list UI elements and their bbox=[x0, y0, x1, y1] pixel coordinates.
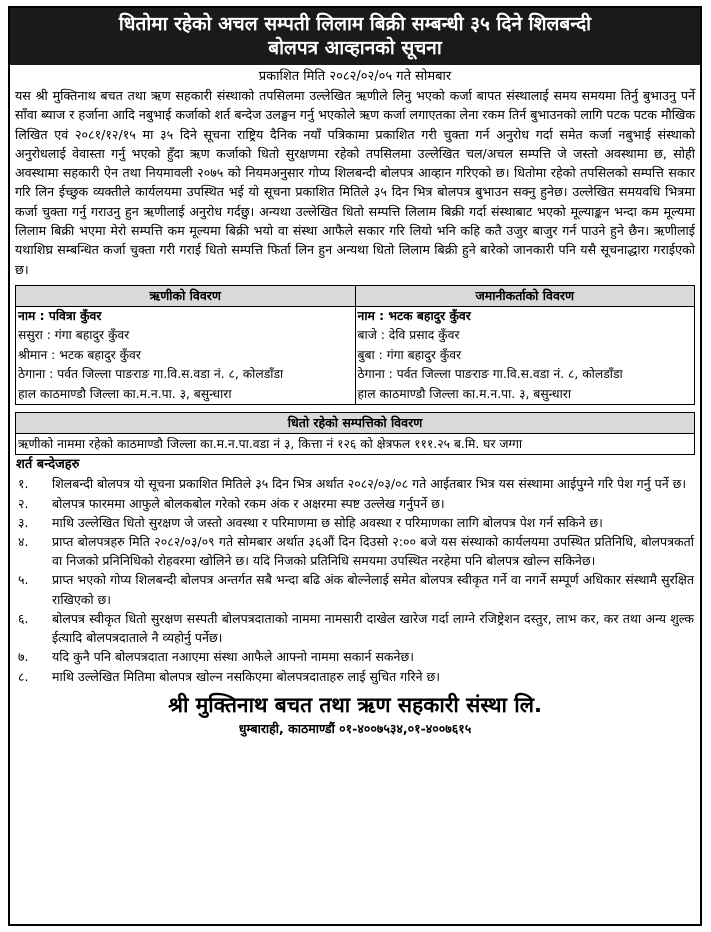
term-text: बोलपत्र स्वीकृत धितो सुरक्षण सस्पती बोलपत्रदाताको नाममा नामसारी दाखेल खारेज गर्दा लाग्ने रजिष्ट्रेशन दस्तुर, लाभ कर, कर तथा अन्य शुल्क ईत्यादि बोलपत्रदाताले नै व्यहोर्नु पर्नेछ। bbox=[52, 610, 694, 646]
term-item bbox=[10, 532, 700, 570]
term-text: प्राप्त बोलपत्रहरु मिति २०८२/०३/०९ गते सोमबार अर्थात ३६औं दिन दिउसो २:०० बजे यस संस्थाको कार्यलयमा उपस्थित प्रतिनिधि, बोलपत्रकर्ता वा निजको प्रनिनिधिको रोहवरमा खोलिने छ। यदि निजको प्रतिनिधि समयमा उपस्थित नरहेमा पनि बोलपत्र खोल्न सकिनेछ। bbox=[52, 534, 694, 569]
term-text: प्राप्त भएको गोप्य शिलबन्दी बोलपत्र अन्तर्गत सबै भन्दा बढि अंक बोल्नेलाई समेत बोलपत्र स्वीकृत गर्ने वा नगर्ने सम्पूर्ण अधिकार संस्थामै सुरक्षित राखिएको छ। bbox=[52, 572, 694, 607]
borrower-line: श्रीमान : भटक बहादुर कुँवर bbox=[18, 347, 141, 362]
body-paragraph: यस श्री मुक्तिनाथ बचत तथा ऋण सहकारी संस्थाको तपसिलमा उल्लेखित ऋणीले लिनु भएको कर्जा बापत संस्थालाई समय समयमा तिर्नु बुभाउनु पर्ने साँवा ब्याज र हर्जाना आदि नबुभाई कर्जाको शर्त बन्देज उलङ्घन गर्नु भएकोले ऋण कर्जा लगाएतका लेना रकम तिर्न बुभाउनको लागि पटक पटक मौखिक लिखित एवं २०८१/१२/१५ मा ३५ दिने सूचना राष्ट्रिय दैनिक नयाँ पत्रिकामा प्रकाशित गरी चुक्ता गर्न अनुरोध गर्दा समेत कर्जा नबुभाई संस्थाको अनुरोधलाई वेवास्ता गर्नु भएको हुँदा ऋण कर्जाको धितो सुरक्षणमा रहेको तपसिलमा उल्लेखित चल/अचल सम्पत्ति जे जस्तो अवस्थामा छ, सोही अवस्थामा सहकारी ऐन तथा नियमावली २०७५ को नियमअनुसार गोप्य शिलबन्दी बोलपत्र आव्हान गरिएको छ। धितोमा रहेको तपसिलको सम्पत्ति सकार गरि लिन ईच्छुक व्यक्तीले कार्यलयमा उपस्थित भई यो सूचना प्रकाशित मितिले ३५ दिन भित्र बोलपत्र बुभाउन सक्नु हुनेछ। उल्लेखित समयवधि भित्रमा कर्जा चुक्ता गर्नु गराउनु हुन ऋणीलाई अनुरोध गर्दछु। अन्यथा उल्लेखित धितो सम्पत्ति लिलाम बिक्री गर्दा संस्थाबाट भएको मूल्याङ्कन भन्दा कम मूल्यमा लिलाम बिक्री भएमा मेरो सम्पत्ति कम मूल्यमा बिक्री भयो वा संस्था आफैले सकार गरि लियो भनि कहि कतै उजुर बाजुर गर्न पाउने हुने छैन। ऋणीलाई यथाशिघ्र सम्बन्धित कर्जा चुक्ता गरी गराई धितो सम्पत्ति फिर्ता लिन हुन अन्यथा धितो लिलाम बिक्री हुने बारेको जानकारी पनि यसै सूचनाद्धारा गराईएको छ। bbox=[15, 88, 695, 277]
guarantor-name: नाम : भटक बहादुर कुँवर bbox=[357, 308, 471, 323]
terms-list bbox=[10, 474, 700, 685]
guarantor-line: ठेगाना : पर्वत जिल्ला पाङराङ गा.वि.स.वडा नं. ८, कोलडाँडा bbox=[357, 367, 623, 382]
borrower-name: नाम : पवित्रा कुँवर bbox=[18, 308, 102, 323]
borrower-line: ससुरा : गंगा बहादुर कुँवर bbox=[18, 328, 130, 343]
terms-title: शर्त बन्देजहरु bbox=[16, 457, 80, 473]
borrower-line: हाल काठमाण्डौ जिल्ला का.म.न.पा. ३, बसुन्धारा bbox=[18, 386, 232, 401]
term-item bbox=[10, 647, 700, 666]
borrower-heading: ऋणीको विवरण bbox=[16, 286, 355, 307]
term-item bbox=[10, 570, 700, 608]
guarantor-line: हाल काठमाण्डौ जिल्ला का.म.न.पा. ३, बसुन्धारा bbox=[357, 386, 572, 401]
term-item bbox=[10, 609, 700, 647]
term-text: माथि उल्लेखित धितो सुरक्षण जे जस्तो अवस्था र परिमाणमा छ सोहि अवस्था र परिमाणका लागि बोलपत्र पेश गर्न सकिने छ। bbox=[52, 514, 603, 530]
title-line-1: धितोमा रहेको अचल सम्पती लिलाम बिक्री सम्बन्धी ३५ दिने शिलबन्दी bbox=[118, 13, 592, 35]
borrower-line: ठेगाना : पर्वत जिल्ला पाङराङ गा.वि.स.वडा नं. ८, कोलडाँडा bbox=[18, 367, 284, 382]
term-number: ६. bbox=[18, 610, 29, 626]
term-number: ५. bbox=[18, 572, 29, 588]
property-text: ऋणीको नाममा रहेको काठमाण्डौ जिल्ला का.म.न.पा.वडा नं ३, कित्ता नं १२६ को क्षेत्रफल १११.२५ ब.मि. घर जग्गा bbox=[18, 437, 523, 452]
guarantor-line: बुबा : गंगा बहादुर कुँवर bbox=[357, 347, 462, 362]
term-item bbox=[10, 474, 700, 493]
term-number: ८. bbox=[18, 668, 29, 684]
property-box bbox=[15, 412, 695, 455]
term-number: १. bbox=[18, 476, 29, 492]
term-item bbox=[10, 667, 700, 686]
term-number: २. bbox=[18, 495, 29, 511]
footer-address: धुम्बाराही, काठमाण्डौं ०१-४००७५३४,०१-४००७६१५ bbox=[238, 720, 472, 736]
guarantor-line: बाजे : देवि प्रसाद कुँवर bbox=[357, 328, 460, 343]
term-number: ७. bbox=[18, 649, 29, 665]
term-text: माथि उल्लेखित मितिमा बोलपत्र खोल्न नसकिएमा बोलपत्रदाताहरु लाई सुचित गरिने छ। bbox=[52, 668, 440, 684]
title-banner bbox=[10, 8, 700, 65]
guarantor-heading: जमानीकर्ताको विवरण bbox=[356, 286, 695, 307]
guarantor-column bbox=[355, 286, 695, 405]
property-heading: धितो रहेको सम्पत्तिको विवरण bbox=[16, 413, 694, 434]
term-number: ३. bbox=[18, 514, 29, 530]
term-text: यदि कुनै पनि बोलपत्रदाता नआएमा संस्था आफैले आफ्नो नाममा सकार्न सकनेछ। bbox=[52, 649, 414, 665]
details-table bbox=[15, 285, 695, 406]
footer-organization: श्री मुक्तिनाथ बचत तथा ऋण सहकारी संस्था लि. bbox=[168, 692, 542, 717]
term-text: शिलबन्दी बोलपत्र यो सूचना प्रकाशित मितिले ३५ दिन भित्र अर्थात २०८२/०३/०८ गते आईतबार भित्र यस संस्थामा आईपुग्ने गरि पेश गर्नु पर्ने छ। bbox=[52, 476, 687, 492]
term-item bbox=[10, 494, 700, 513]
borrower-column bbox=[16, 286, 355, 405]
term-item bbox=[10, 513, 700, 532]
term-text: बोलपत्र फारममा आफुले बोलकबोल गरेको रकम अंक र अक्षरमा स्पष्ट उल्लेख गर्नुपर्ने छ। bbox=[52, 495, 445, 511]
published-date: प्रकाशित मिति २०८२/०२/०५ गते सोमबार bbox=[258, 69, 452, 84]
notice-frame bbox=[8, 6, 702, 926]
term-number: ४. bbox=[18, 534, 29, 550]
title-line-2: बोलपत्र आव्हानको सूचना bbox=[268, 37, 442, 59]
